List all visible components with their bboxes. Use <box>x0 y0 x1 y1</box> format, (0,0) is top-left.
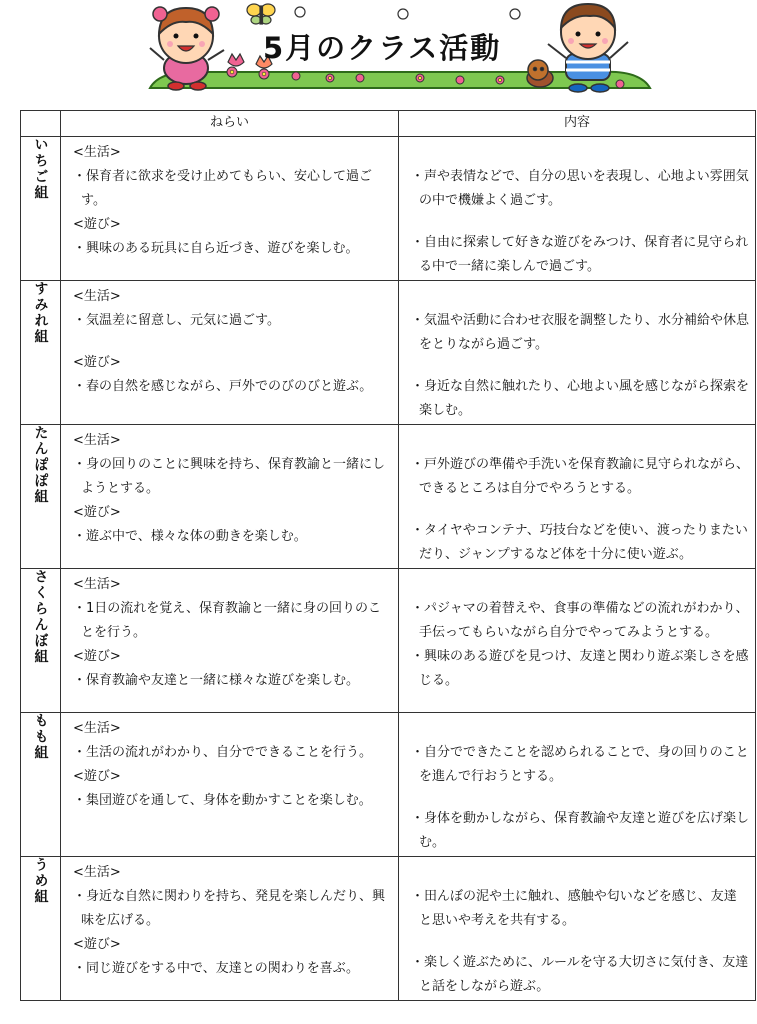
content-item: ・気温や活動に合わせ衣服を調整したり、水分補給や休息をとりながら過ごす。 <box>411 313 750 352</box>
group-name: もも組 <box>32 713 49 761</box>
content-cell <box>399 137 756 281</box>
content-item: ・声や表情などで、自分の思いを表現し、心地よい雰囲気の中で機嫌よく過ごす。 <box>411 169 749 208</box>
sky-flower-icon <box>295 7 520 19</box>
group-name-cell <box>21 281 61 425</box>
aims-cell <box>61 137 399 281</box>
life-label: <生活> <box>73 865 121 880</box>
life-aim: ・身近な自然に関わりを持ち、発見を楽しんだり、興味を広げる。 <box>73 889 386 928</box>
life-label: <生活> <box>73 433 121 448</box>
content-item: ・身近な自然に触れたり、心地よい風を感じながら探索を楽しむ。 <box>411 379 750 418</box>
group-name-cell <box>21 569 61 713</box>
play-label: <遊び> <box>73 217 121 232</box>
play-aim: ・遊ぶ中で、様々な体の動きを楽しむ。 <box>73 529 307 544</box>
life-label: <生活> <box>73 577 121 592</box>
group-name-cell <box>21 713 61 857</box>
life-aim: ・保育者に欲求を受け止めてもらい、安心して過ごす。 <box>73 169 373 208</box>
dog-illustration <box>527 60 553 87</box>
life-label: <生活> <box>73 145 121 160</box>
play-aim: ・春の自然を感じながら、戸外でのびのびと遊ぶ。 <box>73 379 373 394</box>
table-row <box>21 857 756 1001</box>
play-label: <遊び> <box>73 355 121 370</box>
butterfly-icon <box>247 4 275 24</box>
play-label: <遊び> <box>73 769 121 784</box>
table-row <box>21 425 756 569</box>
play-aim: ・集団遊びを通して、身体を動かすことを楽しむ。 <box>73 793 372 808</box>
table-row <box>21 137 756 281</box>
content-item: ・楽しく遊ぶために、ルールを守る大切さに気付き、友達と話をしながら遊ぶ。 <box>411 955 749 994</box>
content-cell <box>399 281 756 425</box>
aims-cell <box>61 281 399 425</box>
content-cell <box>399 569 756 713</box>
content-item: ・興味のある遊びを見つけ、友達と関わり遊ぶ楽しさを感じる。 <box>411 649 749 688</box>
content-item: ・自分でできたことを認められることで、身の回りのことを進んで行おうとする。 <box>411 745 749 784</box>
aims-cell <box>61 569 399 713</box>
table-row <box>21 281 756 425</box>
play-label: <遊び> <box>73 649 121 664</box>
content-cell <box>399 857 756 1001</box>
group-name: すみれ組 <box>32 281 49 345</box>
life-aim: ・生活の流れがわかり、自分でできることを行う。 <box>73 745 373 760</box>
content-item: ・身体を動かしながら、保育教諭や友達と遊びを広げ楽しむ。 <box>411 811 750 850</box>
aims-cell <box>61 425 399 569</box>
table-row <box>21 713 756 857</box>
group-name: たんぽぽ組 <box>32 425 49 505</box>
content-item: ・田んぼの泥や土に触れ、感触や匂いなどを感じ、友達と思いや考えを共有する。 <box>411 889 737 928</box>
page-title: 5月のクラス活動 <box>263 31 502 65</box>
play-aim: ・保育教諭や友達と一緒に様々な遊びを楽しむ。 <box>73 673 360 688</box>
play-aim: ・同じ遊びをする中で、友達との関わりを喜ぶ。 <box>73 961 360 976</box>
content-item: ・パジャマの着替えや、食事の準備などの流れがわかり、手伝ってもらいながら自分でやってみようとする。 <box>411 601 749 640</box>
group-name: さくらんぼ組 <box>32 569 49 665</box>
content-header: 内容 <box>399 111 756 137</box>
life-aim: ・1日の流れを覚え、保育教諭と一緒に身の回りのことを行う。 <box>73 601 382 640</box>
aims-cell <box>61 857 399 1001</box>
group-name-cell <box>21 425 61 569</box>
content-cell <box>399 425 756 569</box>
content-item: ・戸外遊びの準備や手洗いを保育教諭に見守られながら、できるところは自分でやろうとする。 <box>411 457 750 496</box>
table-header-row <box>21 111 756 137</box>
corner-cell <box>21 111 61 137</box>
content-item: ・タイヤやコンテナ、巧技台などを使い、渡ったりまたいだり、ジャンプするなど体を十分に使い遊ぶ。 <box>411 523 748 562</box>
group-name-cell <box>21 857 61 1001</box>
content-item: ・自由に探索して好きな遊びをみつけ、保育者に見守られる中で一緒に楽しんで過ごす。 <box>411 235 749 274</box>
play-label: <遊び> <box>73 937 121 952</box>
group-name-cell <box>21 137 61 281</box>
class-activity-table <box>20 110 756 1001</box>
group-name: いちご組 <box>32 137 49 201</box>
play-aim: ・興味のある玩具に自ら近づき、遊びを楽しむ。 <box>73 241 359 256</box>
table-row <box>21 569 756 713</box>
life-aim: ・身の回りのことに興味を持ち、保育教諭と一緒にしようとする。 <box>73 457 386 496</box>
life-label: <生活> <box>73 721 121 736</box>
aims-cell <box>61 713 399 857</box>
life-label: <生活> <box>73 289 121 304</box>
life-aim: ・気温差に留意し、元気に過ごす。 <box>73 313 280 328</box>
aims-header: ねらい <box>61 111 399 137</box>
content-cell <box>399 713 756 857</box>
header-banner <box>0 0 757 100</box>
play-label: <遊び> <box>73 505 121 520</box>
group-name: うめ組 <box>32 857 49 905</box>
